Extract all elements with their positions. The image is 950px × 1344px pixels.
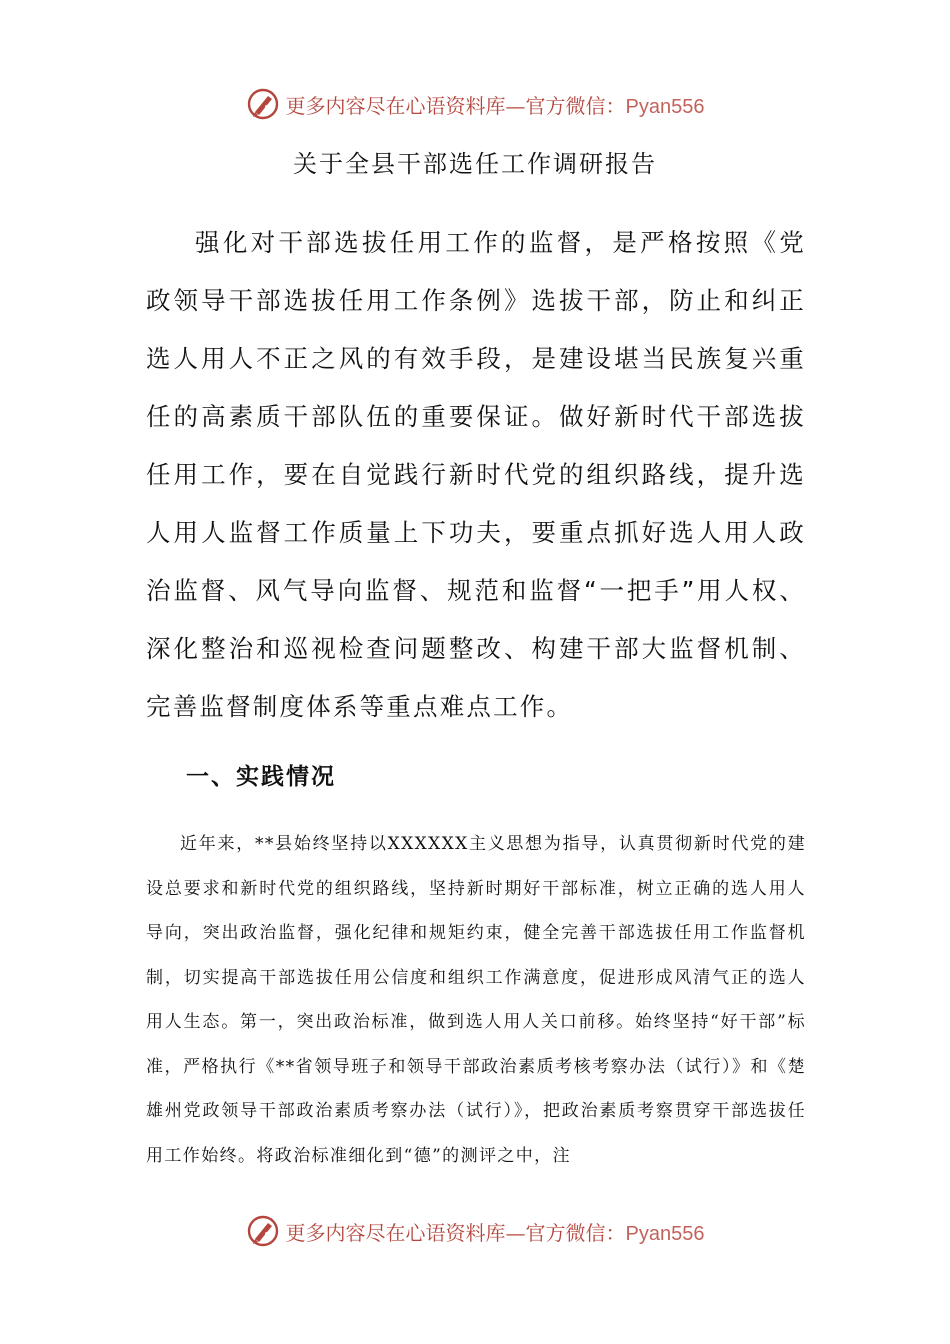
document-title: 关于全县干部选任工作调研报告: [293, 150, 657, 178]
pen-logo-icon: [246, 1214, 280, 1248]
section-heading: 一、实践情况: [186, 764, 336, 790]
watermark-text: 更多内容尽在心语资料库—官方微信：Pyan556: [285, 93, 705, 118]
watermark-banner-top: [0, 84, 950, 124]
body-paragraph: 近年来，**县始终坚持以XXXXXX主义思想为指导，认真贯彻新时代党的建设总要求和新时代党的组织路线，坚持新时期好干部标准，树立正确的选人用人导向，突出政治监督，强化纪律和规矩约束，健全完善干部选拔任用工作监督机制，切实提高干部选拔任用公信度和组织工作满意度，促进形成风清气正的选人用人生态。第一，突出政治标准，做到选人用人关口前移。始终坚持“好干部”标准，严格执行《**省领导班子和领导干部政治素质考核考察办法（试行）》和《楚雄州党政领导干部政治素质考察办法（试行）》，把政治素质考察贯穿干部选拔任用工作始终。将政治标准细化到“德”的测评之中，注: [146, 834, 806, 1166]
wechat-id: Pyan556: [625, 95, 705, 118]
pen-logo-icon: [246, 87, 280, 121]
watermark-text: 更多内容尽在心语资料库—官方微信：Pyan556: [285, 1220, 705, 1245]
lead-paragraph: 强化对干部选拔任用工作的监督，是严格按照《党政领导干部选拔任用工作条例》选拔干部，防止和纠正选人用人不正之风的有效手段，是建设堪当民族复兴重任的高素质干部队伍的重要保证。做好新时代干部选拔任用工作，要在自觉践行新时代党的组织路线，提升选人用人监督工作质量上下功夫，要重点抓好选人用人政治监督、风气导向监督、规范和监督“一把手”用人权、深化整治和巡视检查问题整改、构建干部大监督机制、完善监督制度体系等重点难点工作。: [146, 228, 806, 721]
watermark-banner-bottom: [0, 1211, 950, 1251]
wechat-id: Pyan556: [625, 1222, 705, 1245]
